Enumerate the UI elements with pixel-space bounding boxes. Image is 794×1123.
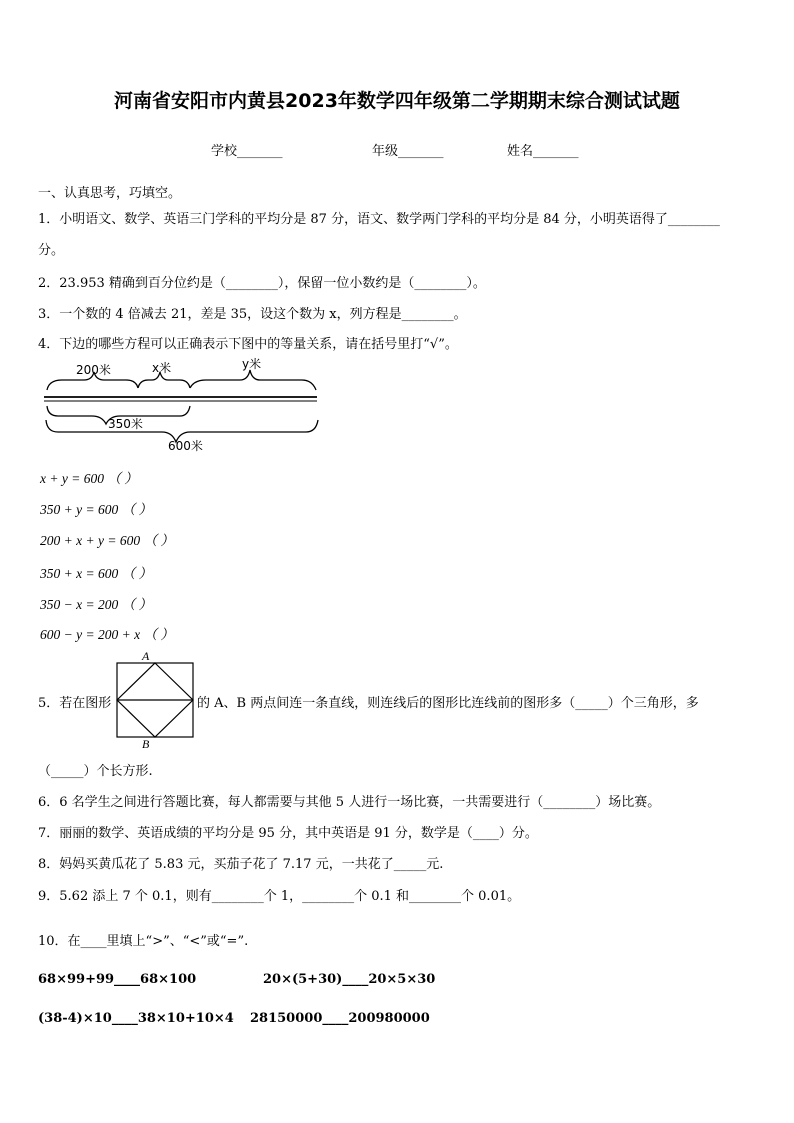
compare-item-3: (38-4)×10____38×10+10×4 [38, 1011, 234, 1026]
point-b-label: B [142, 737, 150, 751]
name-field[interactable]: 姓名_______ [507, 144, 579, 159]
page-title: 河南省安阳市内黄县2023年数学四年级第二学期期末综合测试试题 [114, 90, 680, 112]
label-600m: 600米 [168, 439, 203, 453]
equation-6: 600 − y = 200 + x （ ） [40, 627, 174, 642]
question-5-text: 的 A、B 两点间连一条直线，则连线后的图形比连线前的图形多（_____）个三角形，多 [197, 696, 699, 711]
question-5: 5．若在图形 [38, 696, 112, 711]
question-5-cont: （_____）个长方形. [38, 764, 153, 779]
point-a-label: A [142, 649, 150, 663]
equation-4: 350 + x = 600 （ ） [40, 566, 152, 581]
label-ym: y米 [242, 357, 262, 371]
equation-1: x + y = 600 （ ） [40, 471, 138, 486]
question-6: 6．6 名学生之间进行答题比赛，每人都需要与其他 5 人进行一场比赛，一共需要进行（________）场比赛。 [38, 795, 661, 810]
compare-item-1: 68×99+99____68×100 [38, 972, 197, 987]
label-xm: x米 [152, 361, 172, 375]
question-1: 1．小明语文、数学、英语三门学科的平均分是 87 分，语文、数学两门学科的平均分是 84 分，小明英语得了________ [38, 212, 720, 227]
equation-5: 350 − x = 200 （ ） [40, 597, 152, 612]
question-4: 4．下边的哪些方程可以正确表示下图中的等量关系，请在括号里打“√”。 [38, 337, 458, 352]
grade-field[interactable]: 年级_______ [372, 144, 444, 159]
question-3: 3．一个数的 4 倍减去 21，差是 35，设这个数为 x，列方程是________。 [38, 307, 467, 322]
question-2: 2．23.953 精确到百分位约是（________），保留一位小数约是（________）。 [38, 276, 486, 291]
question-9: 9．5.62 添上 7 个 0.1，则有________个 1，________个 0.1 和________个 0.01。 [38, 889, 521, 904]
question-7: 7．丽丽的数学、英语成绩的平均分是 95 分，其中英语是 91 分，数学是（____）分。 [38, 826, 538, 841]
question-10: 10．在____里填上“>”、“<”或“=”. [38, 934, 249, 949]
label-350m: 350米 [108, 417, 143, 431]
compare-item-4: 28150000____200980000 [250, 1011, 430, 1026]
segment-diagram [44, 358, 324, 458]
question-8: 8．妈妈买黄瓜花了 5.83 元，买茄子花了 7.17 元，一共花了_____元. [38, 857, 444, 872]
equation-3: 200 + x + y = 600 （ ） [40, 533, 174, 548]
question-1-cont: 分。 [38, 243, 65, 258]
school-field[interactable]: 学校_______ [211, 144, 283, 159]
equation-2: 350 + y = 600 （ ） [40, 502, 152, 517]
section-heading: 一、认真思考，巧填空。 [38, 186, 182, 201]
compare-item-2: 20×(5+30)____20×5×30 [263, 972, 436, 987]
rhombus-figure [116, 649, 200, 749]
label-200m: 200米 [76, 363, 111, 377]
